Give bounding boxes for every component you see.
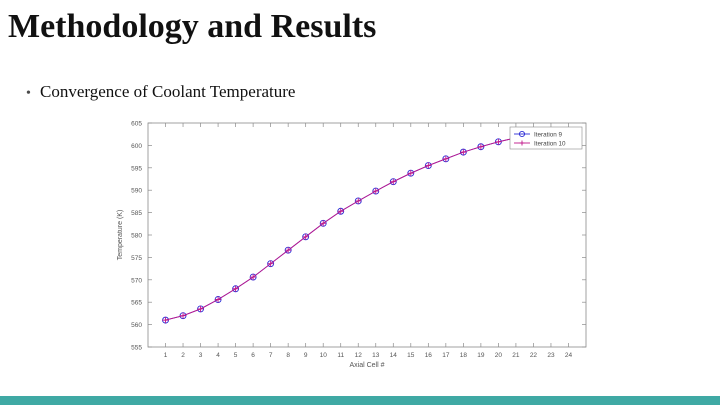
y-tick-label: 585	[131, 210, 142, 218]
plot-area	[148, 123, 586, 347]
legend-label: Iteration 10	[534, 140, 566, 148]
x-tick-label: 8	[286, 352, 290, 359]
legend-label: Iteration 9	[534, 131, 563, 139]
x-tick-label: 9	[303, 352, 308, 359]
slide-title: Methodology and Results	[8, 8, 377, 45]
y-tick-label: 570	[131, 277, 142, 285]
x-tick-label: 20	[494, 352, 503, 359]
bullet-text: Convergence of Coolant Temperature	[40, 82, 296, 101]
x-tick-label: 2	[181, 352, 185, 359]
footer-bar	[0, 396, 720, 405]
x-tick-label: 23	[547, 352, 555, 359]
x-axis-label: Axial Cell #	[349, 362, 385, 369]
x-tick-label: 16	[424, 352, 432, 359]
temperature-chart	[108, 118, 592, 372]
y-tick-label: 560	[131, 322, 142, 330]
x-tick-label: 14	[389, 352, 397, 359]
x-tick-label: 5	[233, 352, 238, 359]
y-tick-label: 590	[131, 187, 142, 195]
y-tick-label: 555	[131, 344, 142, 352]
x-tick-label: 15	[407, 352, 415, 359]
bullet-item	[26, 82, 295, 102]
x-tick-label: 18	[459, 352, 467, 359]
x-tick-label: 1	[163, 352, 168, 359]
y-tick-label: 575	[131, 254, 142, 262]
x-tick-label: 12	[354, 352, 362, 359]
x-tick-label: 7	[268, 352, 273, 359]
x-tick-label: 10	[319, 352, 327, 359]
x-tick-label: 19	[477, 352, 485, 359]
x-tick-label: 13	[372, 352, 380, 359]
x-tick-label: 21	[512, 352, 520, 359]
bullet-dot-icon: •	[26, 86, 31, 101]
x-tick-label: 6	[251, 352, 255, 359]
y-tick-label: 600	[131, 142, 142, 150]
y-axis-label: Temperature (K)	[117, 209, 124, 261]
x-tick-label: 11	[337, 352, 345, 359]
x-tick-label: 22	[529, 352, 538, 359]
y-tick-label: 580	[131, 232, 142, 240]
x-tick-label: 4	[216, 352, 220, 359]
x-tick-label: 3	[198, 352, 203, 359]
x-tick-label: 24	[564, 352, 573, 359]
y-tick-label: 605	[131, 120, 142, 128]
x-tick-label: 17	[442, 352, 450, 359]
y-tick-label: 595	[131, 165, 142, 173]
y-tick-label: 565	[131, 299, 142, 307]
chart-container	[108, 118, 592, 372]
